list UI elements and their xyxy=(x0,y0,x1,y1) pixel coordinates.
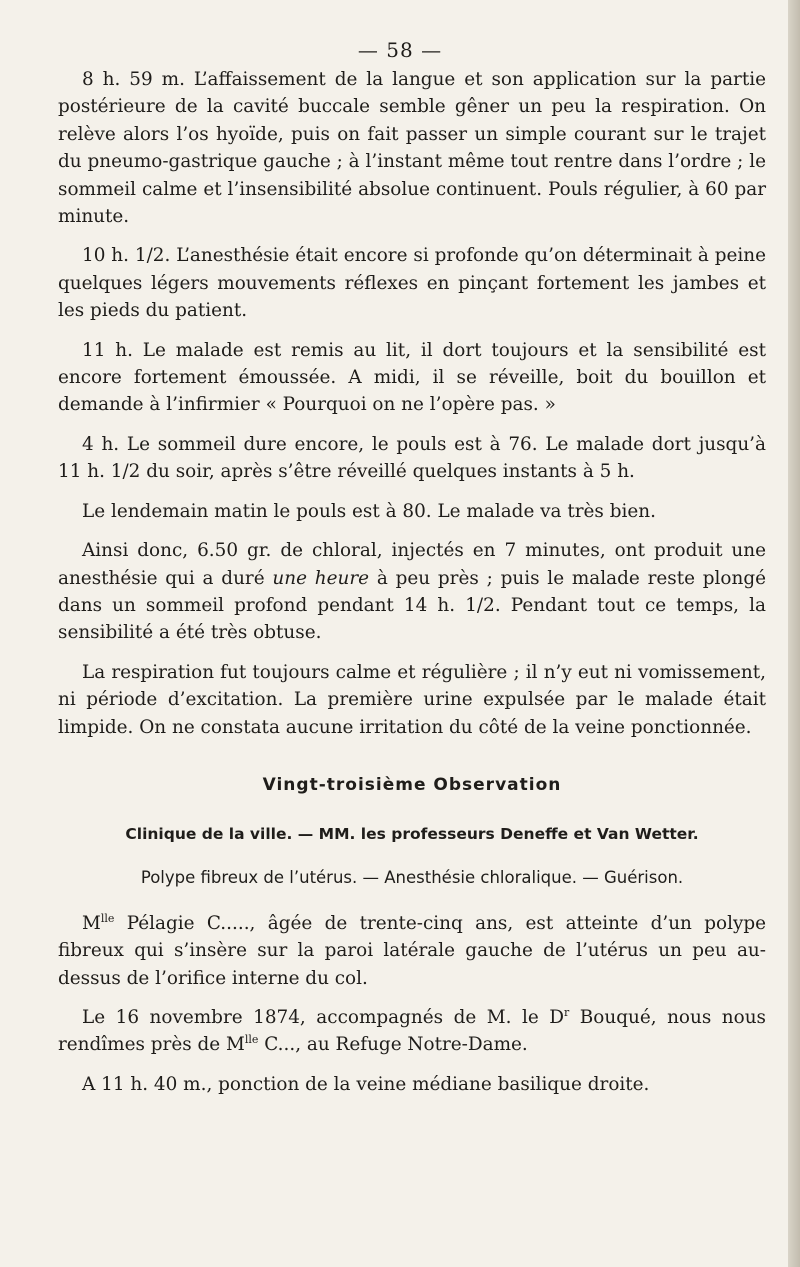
paragraph-ainsi-donc xyxy=(58,537,766,647)
paragraph-4h: 4 h. Le sommeil dure encore, le pouls est à 76. Le malade dort jusqu’à 11 h. 1/2 du soir, après s’être réveillé quelques instants à 5 h. xyxy=(58,433,766,483)
ainsi-emphasis: une heure xyxy=(272,567,370,589)
mlle-sup: lle xyxy=(100,911,115,925)
paragraph-lendemain: Le lendemain matin le pouls est à 80. Le malade va très bien. xyxy=(82,500,656,522)
paragraph-patient xyxy=(58,910,766,992)
paragraph-10h30: 10 h. 1/2. L’anesthésie était encore si profonde qu’on déterminait à peine quelques légers mouvements réflexes en pinçant fortement les jambes et les pieds du patient. xyxy=(58,245,766,322)
visit-b: Bouqué, nous nous rendîmes près de M xyxy=(58,1006,766,1056)
ainsi-end: à peu près ; puis le malade reste plongé dans un sommeil profond pendant 14 h. 1/2. Pendant tout ce temps, la sensibilité a été très obtuse. xyxy=(58,567,766,644)
paragraph-respiration: La respiration fut toujours calme et régulière ; il n’y eut ni vomissement, ni période d’excitation. La première urine expulsée par le malade était limpide. On ne constata aucune irritation du côté de la veine ponctionnée. xyxy=(58,661,766,738)
mlle-abbrev: M xyxy=(82,912,101,934)
visit-a: Le 16 novembre 1874, accompagnés de M. le D xyxy=(82,1006,564,1028)
visit-c: C..., au Refuge Notre-Dame. xyxy=(258,1034,528,1056)
page-number: — 58 — xyxy=(357,38,443,62)
section-heading: Vingt-troisième Observation xyxy=(262,774,562,795)
paragraph-ponction: A 11 h. 40 m., ponction de la veine médiane basilique droite. xyxy=(82,1073,650,1095)
paragraph-visit xyxy=(58,1004,766,1059)
patient-text: Pélagie C....., âgée de trente-cinq ans, est atteinte d’un polype fibreux qui s’insère sur la paroi latérale gauche de l’utérus un peu au-dessus de l’orifice interne du col. xyxy=(58,912,766,989)
clinic-line: Clinique de la ville. — MM. les professeurs Deneffe et Van Wetter. xyxy=(125,824,699,843)
ainsi-start: Ainsi donc, 6.50 gr. de chloral, injectés en 7 minutes, ont produit une anesthésie qui a duré xyxy=(58,540,766,589)
paragraph-8h59: 8 h. 59 m. L’affaissement de la langue et son application sur la partie postérieure de la cavité buccale semble gêner un peu la respiration. On relève alors l’os hyoïde, puis on fait passer un simple courant sur le trajet du pneumo-gastrique gauche ; à l’instant même tout rentre dans l’ordre ; le sommeil calme et l’insensibilité absolue continuent. Pouls régulier, à 60 par minute. xyxy=(58,69,766,228)
dr-sup: r xyxy=(563,1005,570,1019)
subject-line: Polype fibreux de l’utérus. — Anesthésie chloralique. — Guérison. xyxy=(140,868,684,888)
page-edge xyxy=(788,0,800,1267)
paragraph-11h: 11 h. Le malade est remis au lit, il dort toujours et la sensibilité est encore fortement émoussée. A midi, il se réveille, boit du bouillon et demande à l’infirmier « Pourquoi on ne l’opère pas. » xyxy=(58,339,766,416)
page-body xyxy=(58,66,766,1110)
mlle-sup-2: lle xyxy=(244,1033,259,1047)
